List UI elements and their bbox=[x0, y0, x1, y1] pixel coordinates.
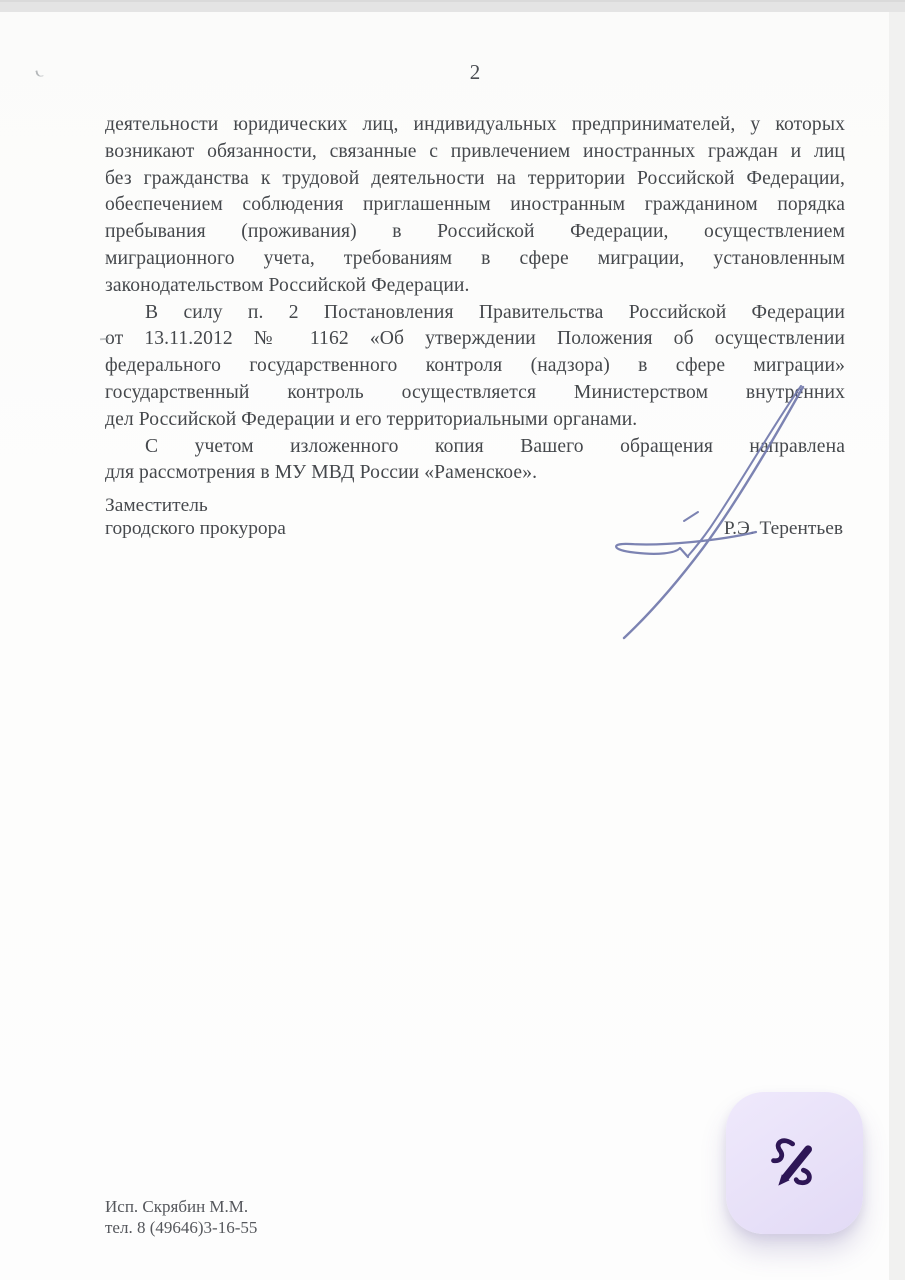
paragraph-line: возникают обязанности, связанные с привлечением иностранных граждан и лиц bbox=[105, 140, 845, 162]
screen-right-margin bbox=[889, 0, 905, 1280]
paragraph-line: без гражданства к трудовой деятельности на территории Российской Федерации, bbox=[105, 167, 845, 189]
paragraph-line: дел Российской Федерации и его территориальными органами. bbox=[105, 408, 638, 430]
paragraph-line: пребывания (проживания) в Российской Федерации, осуществлением bbox=[105, 221, 845, 243]
signature-pen-icon bbox=[764, 1132, 826, 1194]
paragraph-line: от 13.11.2012 № 1162 «Об утверждении Положения об осуществлении bbox=[105, 328, 845, 350]
paragraph-line: деятельности юридических лиц, индивидуальных предпринимателей, у которых bbox=[105, 114, 845, 135]
paragraph-line: С учетом изложенного копия Вашего обращения направлена bbox=[145, 435, 845, 457]
paragraph-line: законодательством Российской Федерации. bbox=[105, 274, 470, 296]
scanned-document-page bbox=[0, 12, 889, 1280]
paragraph-line: миграционного учета, требованиям в сфере миграции, установленным bbox=[105, 247, 845, 269]
signer-position bbox=[105, 495, 286, 540]
signer-position-line1: Заместитель bbox=[105, 495, 208, 517]
page-number: 2 bbox=[469, 60, 481, 84]
document-body bbox=[105, 112, 845, 487]
paragraph-line: государственный контроль осуществляется Министерством внутренних bbox=[105, 381, 845, 403]
executor-footer bbox=[105, 1196, 257, 1238]
screen-top-margin bbox=[0, 0, 905, 12]
paragraph-line: обеспечением соблюдения приглашенным иностранным гражданином порядка bbox=[105, 194, 845, 216]
paragraph-line: для рассмотрения в МУ МВД России «Раменское». bbox=[105, 462, 538, 484]
executor-name: Исп. Скрябин М.М. bbox=[105, 1197, 249, 1216]
paragraph-line: В силу п. 2 Постановления Правительства Российской Федерации bbox=[145, 301, 845, 323]
signer-position-line2: городского прокурора bbox=[105, 517, 286, 539]
executor-phone: тел. 8 (49646)3-16-55 bbox=[105, 1218, 258, 1237]
signer-name: Р.Э. Терентьев bbox=[723, 517, 843, 539]
signature-block bbox=[105, 495, 845, 540]
sign-document-fab-button[interactable] bbox=[726, 1092, 863, 1234]
paragraph-line: федерального государственного контроля (надзора) в сфере миграции» bbox=[105, 355, 845, 377]
scan-artifact-speck bbox=[35, 69, 43, 77]
